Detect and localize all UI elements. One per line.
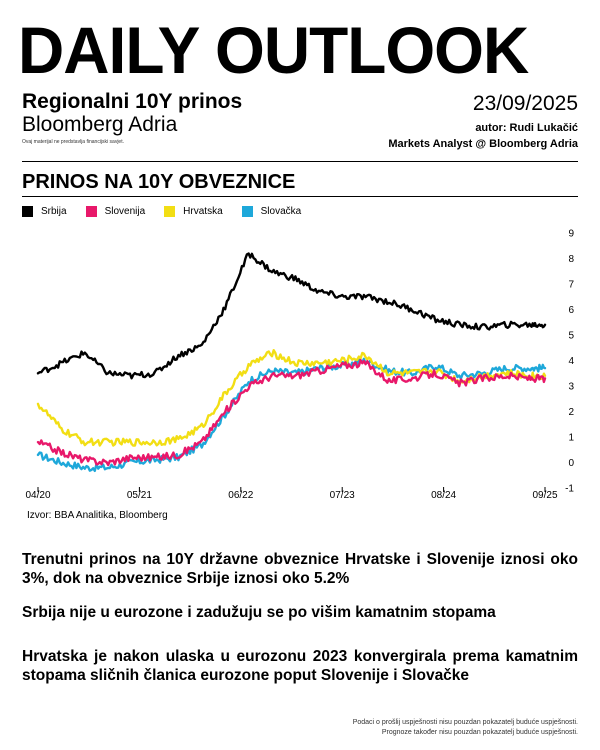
footer-line-2: Prognoze također nisu pouzdan pokazatelj buduće uspješnosti. [381,729,578,736]
y-tick-label: 5 [568,330,574,342]
legend-label-hrvatska: Hrvatska [183,206,223,217]
x-tick-label: 09/25 [532,490,558,501]
x-tick-label: 08/24 [431,490,457,501]
summary-paragraph-2: Srbija nije u eurozone i zadužuju se po višim kamatnim stopama [22,604,496,621]
author-role: Markets Analyst @ Bloomberg Adria [388,138,578,150]
chart-source: Izvor: BBA Analitika, Bloomberg [27,510,168,521]
y-tick-label: 3 [568,381,574,393]
legend-label-slovenija: Slovenija [104,206,146,217]
y-tick-label: 9 [568,228,574,240]
y-tick-label: 2 [568,407,574,418]
publication-date: 23/09/2025 [472,92,578,115]
summary-paragraph-1: Trenutni prinos na 10Y državne obveznice Hrvatske i Slovenije iznosi oko 3%, dok na obveznice Srbije iznosi oko 5.2% [22,551,578,587]
x-tick-label: 04/20 [25,490,51,501]
y-tick-label: 8 [568,254,574,265]
y-tick-label: 4 [568,356,574,367]
series-line-srbija [38,254,545,379]
y-tick-label: 7 [568,279,574,291]
publisher-name: Bloomberg Adria [22,113,178,136]
x-tick-label: 05/21 [126,490,152,501]
footer-disclaimer [353,718,578,738]
subtitle: Regionalni 10Y prinos [22,90,243,113]
series-line-hrvatska [38,350,545,445]
legend-label-srbija: Srbija [41,206,67,217]
footer-line-1: Podaci o prošlij uspješnosti nisu pouzdan pokazatelj buduće uspješnosti. [352,719,578,726]
x-tick-label: 07/23 [329,490,355,501]
chart-title: PRINOS NA 10Y OBVEZNICE [22,171,296,193]
y-tick-label: 0 [568,458,574,469]
legend-label-slovacka: Slovačka [260,206,302,217]
small-disclaimer: Ovaj materijal ne predstavlja financijski savjet. [22,139,124,145]
summary-paragraph-3: Hrvatska je nakon ulaska u eurozonu 2023 konvergirala prema kamatnim stopama sličnih članica eurozone poput Slovenije i Slovačke [22,648,578,684]
page-title: DAILY OUTLOOK [18,13,529,87]
y-tick-label: -1 [565,483,574,495]
x-tick-label: 06/22 [228,490,254,501]
y-tick-label: 1 [568,432,574,444]
author-name: autor: Rudi Lukačić [475,122,578,134]
y-tick-label: 6 [568,305,574,316]
